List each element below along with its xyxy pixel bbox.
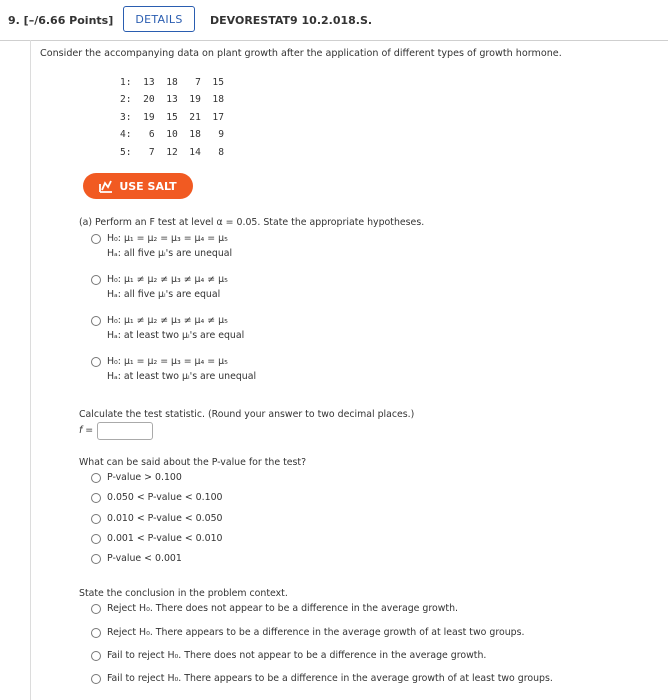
null-hypothesis: H₀: μ₁ ≠ μ₂ ≠ μ₃ ≠ μ₄ ≠ μ₅ <box>107 315 228 326</box>
radio-button[interactable] <box>91 534 101 544</box>
option-label: P-value > 0.100 <box>107 472 182 483</box>
radio-button[interactable] <box>91 651 101 661</box>
hypothesis-option-3[interactable] <box>91 315 244 343</box>
salt-shaker-icon <box>99 180 113 193</box>
option-label: 0.050 < P-value < 0.100 <box>107 492 223 503</box>
data-row: 2: 20 13 19 18 <box>120 94 224 106</box>
conclusion-option[interactable] <box>91 627 524 638</box>
radio-button[interactable] <box>91 628 101 638</box>
data-row: 4: 6 10 18 9 <box>120 129 224 141</box>
option-label: Fail to reject H₀. There does not appear to be a difference in the average growth. <box>107 650 487 661</box>
radio-button[interactable] <box>91 674 101 684</box>
option-label: 0.010 < P-value < 0.050 <box>107 513 223 524</box>
radio-button[interactable] <box>91 473 101 483</box>
f-statistic-input[interactable] <box>97 422 153 440</box>
radio-button[interactable] <box>91 554 101 564</box>
radio-button[interactable] <box>91 316 101 326</box>
hypothesis-option-2[interactable] <box>91 274 228 302</box>
test-statistic-instruction: Calculate the test statistic. (Round your answer to two decimal places.) <box>79 409 415 420</box>
use-salt-label: USE SALT <box>119 179 177 193</box>
data-row: 5: 7 12 14 8 <box>120 146 224 158</box>
question-prompt: Consider the accompanying data on plant growth after the application of different types of growth hormone. <box>40 48 562 59</box>
null-hypothesis: H₀: μ₁ = μ₂ = μ₃ = μ₄ = μ₅ <box>107 356 228 367</box>
conclusion-option[interactable] <box>91 603 458 614</box>
conclusion-instruction: State the conclusion in the problem context. <box>79 588 288 599</box>
null-hypothesis: H₀: μ₁ ≠ μ₂ ≠ μ₃ ≠ μ₄ ≠ μ₅ <box>107 274 228 285</box>
details-button[interactable]: DETAILS <box>123 6 195 32</box>
option-label: P-value < 0.001 <box>107 553 182 564</box>
use-salt-button[interactable] <box>83 173 193 199</box>
question-number: 9. [–/6.66 Points] <box>8 14 114 27</box>
conclusion-option[interactable] <box>91 650 486 661</box>
radio-button[interactable] <box>91 493 101 503</box>
question-code: DEVORESTAT9 10.2.018.S. <box>210 14 373 27</box>
option-label: Reject H₀. There does not appear to be a difference in the average growth. <box>107 603 458 614</box>
radio-button[interactable] <box>91 234 101 244</box>
data-row: 1: 13 18 7 15 <box>120 77 224 88</box>
p-value-option[interactable] <box>91 553 182 564</box>
conclusion-option[interactable] <box>91 673 553 684</box>
p-value-option[interactable] <box>91 472 182 483</box>
option-label: 0.001 < P-value < 0.010 <box>107 533 223 544</box>
hypothesis-option-4[interactable] <box>91 356 256 384</box>
alt-hypothesis: Hₐ: at least two μᵢ's are unequal <box>107 371 257 382</box>
option-label: Reject H₀. There appears to be a difference in the average growth of at least two groups. <box>107 627 525 638</box>
option-label: Fail to reject H₀. There appears to be a difference in the average growth of at least two groups. <box>107 673 553 684</box>
alt-hypothesis: Hₐ: all five μᵢ's are unequal <box>107 248 233 259</box>
radio-button[interactable] <box>91 357 101 367</box>
alt-hypothesis: Hₐ: at least two μᵢ's are equal <box>107 330 245 341</box>
radio-button[interactable] <box>91 275 101 285</box>
radio-button[interactable] <box>91 604 101 614</box>
data-row: 3: 19 15 21 17 <box>120 111 224 123</box>
p-value-instruction: What can be said about the P-value for the test? <box>79 457 307 468</box>
hypothesis-option-1[interactable] <box>91 233 232 261</box>
p-value-option[interactable] <box>91 492 223 503</box>
f-label: f = <box>79 425 94 436</box>
null-hypothesis: H₀: μ₁ = μ₂ = μ₃ = μ₄ = μ₅ <box>107 233 228 244</box>
radio-button[interactable] <box>91 514 101 524</box>
p-value-option[interactable] <box>91 533 223 544</box>
data-table <box>120 74 224 161</box>
part-a-instruction: (a) Perform an F test at level α = 0.05. State the appropriate hypotheses. <box>79 217 425 228</box>
alt-hypothesis: Hₐ: all five μᵢ's are equal <box>107 289 221 300</box>
p-value-option[interactable] <box>91 513 223 524</box>
question-header <box>0 0 668 41</box>
